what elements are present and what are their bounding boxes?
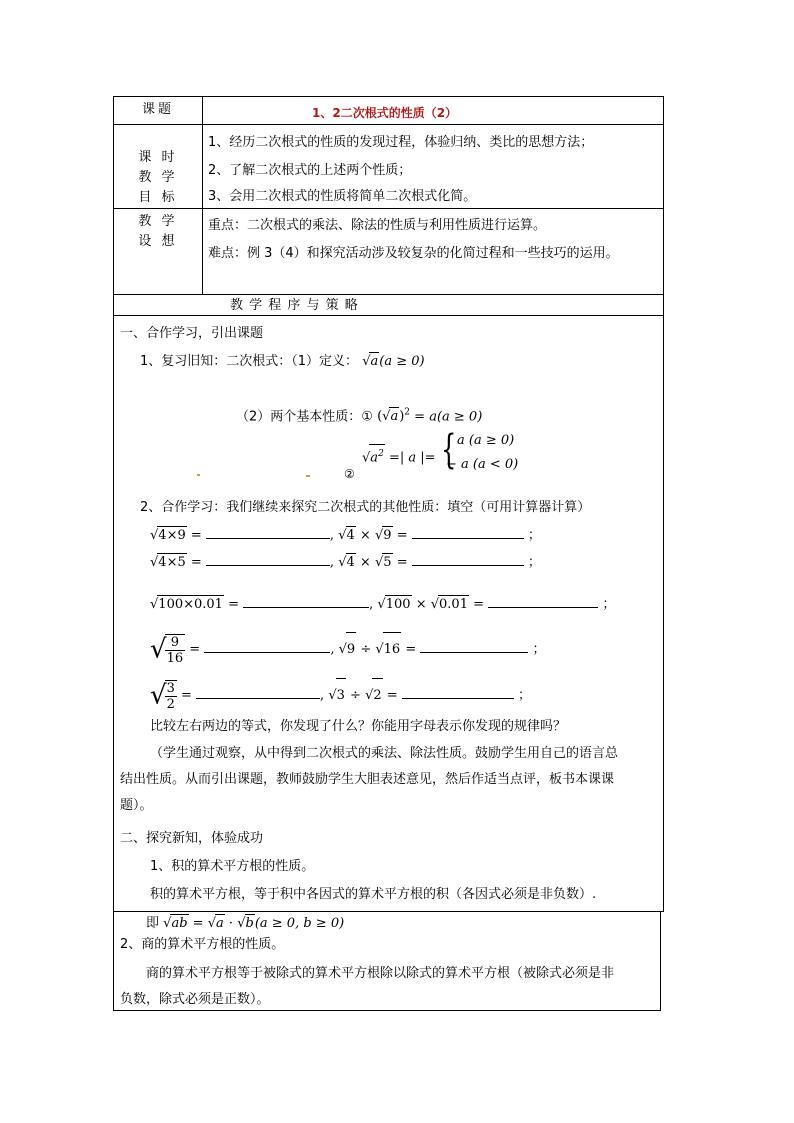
row-divider-3 bbox=[113, 294, 664, 295]
design-label-2: 设 想 bbox=[138, 234, 178, 249]
row-4-denominator: 16 bbox=[166, 650, 184, 666]
row-4-numerator: 9 bbox=[165, 635, 186, 651]
row-2-left: 4×5 bbox=[158, 555, 186, 570]
answer-blank[interactable] bbox=[488, 596, 598, 608]
formula-b: b bbox=[245, 916, 254, 931]
stray-mark-1 bbox=[197, 474, 200, 476]
review-definition-text: 1、复习旧知：二次根式：（1）定义： bbox=[140, 354, 359, 369]
objectives-label-2: 教 学 bbox=[138, 170, 178, 185]
quotient-root-description-1: 商的算术平方根等于被除式的算术平方根除以除式的算术平方根（被除式必须是非 bbox=[146, 966, 615, 981]
discovery-question: 比较左右两边的等式，你发现了什么？你能用字母表示你发现的规律吗？ bbox=[150, 719, 567, 734]
basic-property-prefix: （2）两个基本性质：① bbox=[236, 409, 373, 425]
row-3-left: 100×0.01 bbox=[158, 597, 223, 612]
answer-blank[interactable] bbox=[412, 527, 524, 539]
property-1-lhs: $(√a)^2$ bbox=[377, 408, 411, 425]
row-5-numerator: 3 bbox=[166, 680, 175, 696]
operator: × bbox=[359, 528, 371, 543]
operator: ÷ bbox=[360, 642, 372, 657]
product-root-property: 1、积的算术平方根的性质。 bbox=[150, 859, 315, 874]
section-1-heading: 一、合作学习，引出课题 bbox=[120, 326, 264, 341]
comma: , bbox=[320, 688, 325, 703]
piecewise-case-2: − a (a < 0) bbox=[446, 457, 519, 472]
review-definition bbox=[140, 352, 425, 371]
equals: = bbox=[386, 688, 398, 703]
objective-1: 1、经历二次根式的性质的发现过程，体验归纳、类比的思想方法； bbox=[208, 135, 594, 150]
table-right-border-lower bbox=[660, 912, 661, 1011]
definition-condition: (a ≥ 0) bbox=[379, 354, 425, 369]
row-1-left: 4×9 bbox=[158, 528, 186, 543]
fill-row-3: √100×0.01 = , √100 × √0.01 = ； bbox=[150, 597, 616, 612]
equals: = bbox=[405, 642, 417, 657]
basic-property-1 bbox=[236, 404, 482, 426]
objectives-label-3: 目 标 bbox=[138, 190, 178, 205]
section-header: 教 学 程 序 与 策 略 bbox=[230, 298, 359, 313]
stray-mark-2 bbox=[306, 475, 310, 477]
teacher-note-line-2: 结出性质。从而引出课题，教师鼓励学生大胆表述意见，然后作适当点评，板书本课课 bbox=[120, 772, 615, 787]
answer-blank[interactable] bbox=[420, 641, 528, 653]
row-2-right-a: 4 bbox=[346, 555, 355, 570]
table-top-border bbox=[113, 96, 664, 97]
operator: × bbox=[359, 555, 371, 570]
equals: = bbox=[473, 597, 485, 612]
row-5-denominator: 2 bbox=[166, 696, 175, 712]
design-difficult-point: 难点：例 3（4）和探究活动涉及较复杂的化简过程和一些技巧的运用。 bbox=[208, 246, 619, 261]
formula-ab: ab bbox=[171, 916, 188, 931]
objectives-label-1: 课 时 bbox=[138, 150, 178, 165]
design-key-point: 重点：二次根式的乘法、除法的性质与利用性质进行运算。 bbox=[208, 218, 547, 233]
row-1-right-a: 4 bbox=[346, 528, 355, 543]
teacher-note bbox=[120, 741, 658, 819]
piecewise-brace-icon: { bbox=[441, 427, 457, 473]
objective-3: 3、会用二次根式的性质将简单二次根式化简。 bbox=[208, 189, 477, 204]
answer-blank[interactable] bbox=[204, 641, 330, 653]
quotient-root-property: 2、商的算术平方根的性质。 bbox=[120, 937, 285, 952]
answer-blank[interactable] bbox=[196, 687, 320, 699]
semicolon: ； bbox=[602, 597, 616, 612]
design-label-1: 教 学 bbox=[138, 214, 178, 229]
teacher-note-line-3: 题）。 bbox=[120, 798, 153, 813]
comma: , bbox=[330, 642, 335, 657]
definition-radicand: a bbox=[370, 354, 379, 369]
sqrt-icon: √ bbox=[163, 916, 172, 931]
semicolon: ； bbox=[527, 528, 541, 543]
row-divider-4 bbox=[113, 315, 664, 316]
formula-a: a bbox=[216, 916, 224, 931]
product-root-description: 积的算术平方根，等于积中各因式的算术平方根的积（各因式必须是非负数）. bbox=[150, 887, 597, 902]
row-4-right-b: 16 bbox=[383, 632, 402, 667]
abs-value-formula: =| a |= bbox=[388, 450, 436, 466]
sqrt-icon: √ bbox=[207, 916, 217, 931]
quotient-root-description-2: 负数，除式必须是正数）。 bbox=[120, 992, 270, 1007]
row-3-right-a: 100 bbox=[385, 597, 411, 612]
row-4-right-a: 9 bbox=[346, 632, 356, 667]
fill-row-2: √4×5 = , √4 × √5 = ； bbox=[150, 555, 541, 570]
sqrt-icon: √ bbox=[362, 450, 371, 466]
comma: , bbox=[329, 528, 335, 543]
piecewise-case-1: a (a ≥ 0) bbox=[457, 433, 515, 448]
answer-blank[interactable] bbox=[206, 527, 330, 539]
equals: = bbox=[189, 642, 201, 657]
objective-2: 2、了解二次根式的上述两个性质； bbox=[208, 163, 412, 178]
fill-row-1: √4×9 = , √4 × √9 = ； bbox=[150, 528, 541, 543]
teacher-note-line-1: （学生通过观察，从中得到二次根式的乘法、除法性质。鼓励学生用自己的语言总 bbox=[150, 746, 619, 761]
equals: = bbox=[396, 555, 408, 570]
row-2-right-b: 5 bbox=[383, 555, 392, 570]
row-1-right-b: 9 bbox=[383, 528, 392, 543]
equals: = bbox=[190, 555, 202, 570]
comma: , bbox=[329, 555, 335, 570]
formula-condition: (a ≥ 0, b ≥ 0) bbox=[254, 916, 345, 931]
answer-blank[interactable] bbox=[402, 687, 514, 699]
operator: ÷ bbox=[350, 688, 361, 703]
equals: = bbox=[181, 688, 192, 703]
comma: , bbox=[369, 597, 374, 612]
answer-blank[interactable] bbox=[206, 554, 330, 566]
equals: = bbox=[228, 597, 239, 612]
equals: = bbox=[190, 528, 202, 543]
property-1-rhs: = a(a ≥ 0) bbox=[414, 409, 483, 425]
row-divider-1 bbox=[113, 124, 664, 125]
row-5-right-b: 2 bbox=[372, 678, 382, 713]
topic-label: 课题 bbox=[141, 102, 174, 117]
table-label-column-divider bbox=[202, 96, 203, 294]
lesson-title: 1、2二次根式的性质（2） bbox=[312, 106, 458, 120]
product-root-formula: 即 √ab = √a · √b(a ≥ 0, b ≥ 0) bbox=[146, 916, 345, 931]
sqrt-icon: √ bbox=[237, 916, 246, 931]
equals: = bbox=[396, 528, 408, 543]
table-bottom-border bbox=[113, 1010, 661, 1011]
table-right-border bbox=[663, 96, 664, 912]
semicolon: ； bbox=[527, 555, 541, 570]
section-2-heading: 二、探究新知，体验成功 bbox=[120, 831, 264, 846]
fill-row-4: √ $\frac{9}{16}$ = , √9 ÷ √16 = ； bbox=[150, 632, 546, 667]
sqrt-icon: √ bbox=[362, 354, 371, 369]
semicolon: ； bbox=[518, 688, 532, 703]
operator: × bbox=[415, 597, 427, 612]
circle-2-marker: ② bbox=[344, 467, 355, 481]
fill-row-5: √ $\frac{3}{2}$ = , √3 ÷ √2 = ； bbox=[150, 678, 531, 713]
row-divider-2 bbox=[113, 208, 664, 209]
semicolon: ； bbox=[532, 642, 546, 657]
row-5-right-a: 3 bbox=[336, 678, 346, 713]
basic-property-2-lhs: $√a^2$ =| a |= bbox=[362, 444, 436, 467]
answer-blank[interactable] bbox=[243, 596, 369, 608]
cooperative-learning-item: 2、合作学习：我们继续来探究二次根式的其他性质：填空（可用计算器计算） bbox=[140, 500, 591, 515]
formula-prefix: 即 bbox=[146, 916, 160, 931]
row-3-right-b: 0.01 bbox=[439, 597, 468, 612]
sqrt-icon: √ bbox=[382, 409, 391, 425]
row-divider-5 bbox=[113, 911, 664, 912]
answer-blank[interactable] bbox=[412, 554, 524, 566]
